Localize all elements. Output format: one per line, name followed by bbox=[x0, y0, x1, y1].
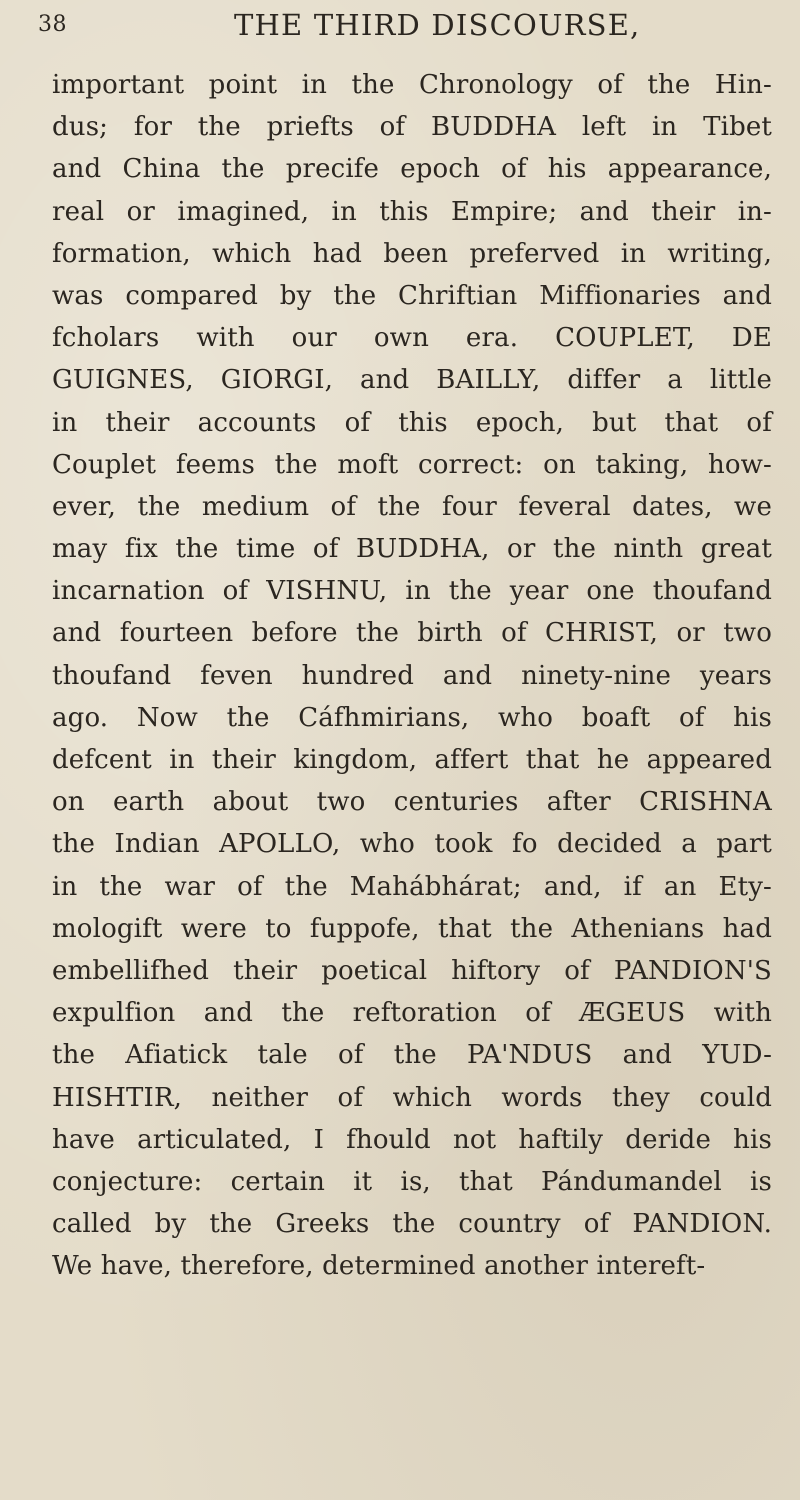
text-line: incarnation of VISHNU, in the year one thoufand bbox=[52, 576, 772, 607]
text-line: mologift were to fuppofe, that the Athenians had bbox=[52, 913, 772, 944]
text-line: conjecture: certain it is, that Pándumandel is bbox=[52, 1166, 772, 1197]
text-line: Couplet feems the moft correct: on taking, how- bbox=[52, 449, 772, 480]
text-line: real or imagined, in this Empire; and their in- bbox=[52, 196, 772, 227]
text-line: GUIGNES, GIORGI, and BAILLY, differ a little bbox=[52, 365, 772, 396]
text-line: HISHTIR, neither of which words they could bbox=[52, 1082, 772, 1113]
text-line: in the war of the Mahábhárat; and, if an Ety- bbox=[52, 871, 772, 902]
text-line: called by the Greeks the country of PANDION. bbox=[52, 1209, 772, 1240]
text-line: formation, which had been preferved in writing, bbox=[52, 238, 772, 269]
text-line: in their accounts of this epoch, but that of bbox=[52, 407, 772, 438]
running-head: THE THIRD DISCOURSE, bbox=[234, 8, 641, 42]
text-line: was compared by the Chriftian Miffionaries and bbox=[52, 280, 772, 311]
text-line: defcent in their kingdom, affert that he appeared bbox=[52, 745, 772, 775]
text-line: ever, the medium of the four feveral dates, we bbox=[52, 491, 772, 522]
text-line: and fourteen before the birth of CHRIST, or two bbox=[52, 618, 772, 649]
page-header bbox=[38, 4, 762, 44]
text-line: thoufand feven hundred and ninety-nine years bbox=[52, 660, 772, 691]
text-line: We have, therefore, determined another intereft- bbox=[52, 1251, 706, 1282]
text-line: ago. Now the Cáfhmirians, who boaft of his bbox=[52, 702, 772, 733]
text-line: have articulated, I fhould not haftily deride his bbox=[52, 1124, 772, 1155]
text-line: expulfion and the reftoration of ÆGEUS with bbox=[52, 998, 772, 1029]
page-number: 38 bbox=[38, 12, 67, 37]
text-line: fcholars with our own era. COUPLET, DE bbox=[52, 323, 772, 354]
text-line: dus; for the priefts of BUDDHA left in Tibet bbox=[52, 112, 772, 143]
text-line: may fix the time of BUDDHA, or the ninth great bbox=[52, 534, 772, 565]
text-line: on earth about two centuries after CRISHNA bbox=[52, 787, 772, 818]
text-line: the Indian APOLLO, who took fo decided a part bbox=[52, 829, 772, 860]
text-line: embellifhed their poetical hiftory of PANDION'S bbox=[52, 955, 772, 986]
body-text bbox=[52, 64, 772, 1287]
text-line: the Afiatick tale of the PA'NDUS and YUD- bbox=[52, 1040, 772, 1071]
text-line: important point in the Chronology of the Hin- bbox=[52, 70, 772, 100]
text-line: and China the precife epoch of his appearance, bbox=[52, 154, 772, 185]
